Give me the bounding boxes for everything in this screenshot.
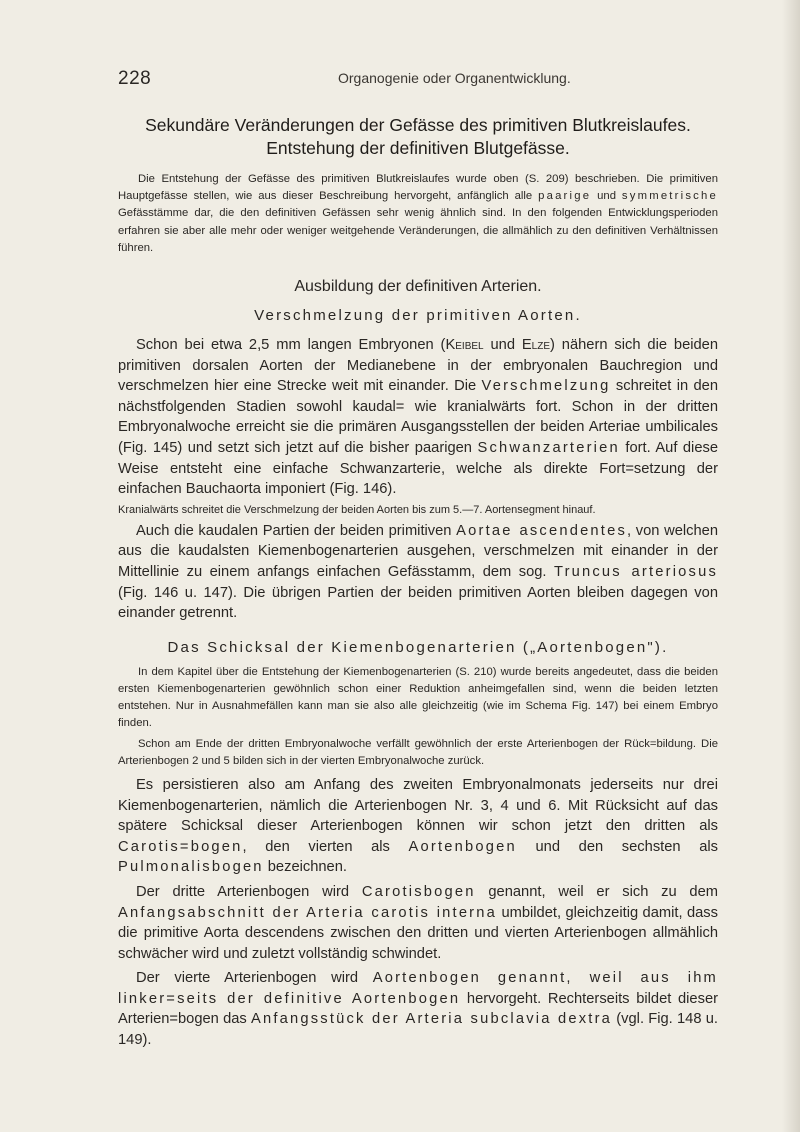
text-run: Der vierte Arterienbogen wird: [136, 970, 373, 987]
text-run: hervorgeht. Rechterseits bildet dieser Arterien=bogen das: [118, 990, 719, 1028]
text-run: , den vierten als: [242, 838, 409, 855]
emphasis: Aortae ascendentes: [456, 522, 627, 539]
chapter-title: [118, 114, 718, 160]
subsection-title: Verschmelzung der primitiven Aorten.: [254, 307, 582, 325]
author-name: Keibel: [445, 337, 484, 354]
emphasis: Anfangsabschnitt der Arteria carotis interna: [118, 904, 498, 921]
section-title: Ausbildung der definitiven Arterien.: [294, 278, 542, 296]
page-content: [118, 114, 718, 1051]
emphasis: Schwanzarterien: [477, 439, 620, 456]
paragraph: [118, 882, 718, 964]
text-run: und: [591, 190, 622, 203]
text-run: Die Entstehung der Gefässe des primitiven Blutkreislaufes wurde oben (S. 209) beschrieben. Die primitiven Hauptgefässe stellen, wie aus dieser Beschreibung hervorgeht, anfänglich alle: [118, 173, 718, 203]
emphasis: Aortenbogen genannt, weil aus ihm linker=seits der definitive Aortenbogen: [118, 970, 718, 1007]
text-run: bezeichnen.: [263, 859, 347, 876]
note: Kranialwärts schreitet die Verschmelzung der beiden Aorten bis zum 5.—7. Aortensegment hinauf.: [118, 503, 596, 516]
text-run: umbildet, gleichzeitig damit, dass die primitive Aorta descendens zwischen den dritten und vierten Arterienbogen allmählich schwächer wird und zuletzt vollständig schwindet.: [118, 904, 718, 962]
emphasis: Truncus arteriosus: [553, 563, 718, 580]
paragraph: [118, 521, 718, 624]
text-run: genannt, weil er sich zu dem: [475, 883, 718, 900]
text-run: und: [483, 337, 522, 354]
text-run: Auch die kaudalen Partien der beiden primitiven: [136, 522, 457, 539]
author-name: Elze: [521, 337, 551, 354]
text-run: (Fig. 146 u. 147). Die übrigen Partien der beiden primitiven Aorten bleiben dagegen von einander getrennt.: [118, 584, 718, 622]
emphasis: paarige: [538, 190, 592, 203]
text-run: ) nähern sich die beiden primitiven dorsalen Aorten der Medianebene in der embryonalen Bauchregion und verschmelzen hier eine Strecke weit mit einander. Die: [118, 337, 719, 395]
paragraph: [118, 335, 718, 500]
text-run: Der dritte Arterienbogen wird: [136, 883, 362, 900]
text-run: , von welchen aus die kaudalsten Kiemenbogenarterien ausgehen, verschmelzen mit einander in der Mittellinie zu einem anfangs einfachen Gefässtamm, dem sog.: [118, 522, 719, 580]
emphasis: Pulmonalisbogen: [118, 859, 264, 876]
emphasis: Aortenbogen: [408, 838, 517, 855]
chapter-title-line-1: Sekundäre Veränderungen der Gefässe des primitiven Blutkreislaufes.: [145, 115, 691, 135]
text-run: fort. Auf diese Weise entsteht eine einfache Schwanzarterie, welche als direkte Fort=setzung der einfachen Bauchaorta imponiert (Fig. 146).: [118, 439, 719, 498]
page-edge-shadow: [782, 0, 800, 1132]
emphasis: symmetrische: [621, 190, 718, 203]
intro-paragraph: [118, 171, 718, 257]
text-run: schreitet in den nächstfolgenden Stadien sowohl kaudal= wie kranialwärts fort. Schon in der dritten Embryonalwoche erreicht sie die primären Ausgangsstellen der beiden Arteriae umbilicales (Fig. 145) und setzt sich jetzt auf die bisher paarigen: [118, 378, 718, 456]
emphasis: Anfangsstück der Arteria subclavia dextra: [251, 1011, 613, 1028]
text-run: und den sechsten als: [516, 838, 718, 855]
emphasis: Carotis=bogen: [118, 838, 243, 855]
emphasis: Carotisbogen: [361, 883, 476, 900]
small-paragraph: In dem Kapitel über die Entstehung der Kiemenbogenarterien (S. 210) wurde bereits angedeutet, dass die beiden ersten Kiemenbogenarterien gewöhnlich schon einer Reduktion anheimgefallen sind, wenn die beiden letzten entstehen. Nur in Ausnahmefällen kann man sie also alle gleichzeitig (wie im Schema Fig. 147) bei einem Embryo finden.: [118, 665, 718, 730]
text-run: (vgl. Fig. 148 u. 149).: [118, 1011, 718, 1049]
chapter-title-line-2: Entstehung der definitiven Blutgefässe.: [266, 138, 570, 158]
running-title: Organogenie oder Organentwicklung.: [338, 70, 571, 86]
running-head: [118, 68, 698, 90]
text-run: Schon bei etwa 2,5 mm langen Embryonen (: [136, 337, 446, 354]
text-run: Es persistieren also am Anfang des zweiten Embryonalmonats jederseits nur drei Kiemenbogenarterien, nämlich die Arterienbogen Nr. 3, 4 und 6. Mit Rücksicht auf das spätere Schicksal dieser Arterienbogen können wir schon jetzt den dritten als: [118, 776, 718, 835]
paragraph: [118, 968, 718, 1050]
page-number: 228: [118, 68, 152, 89]
emphasis: Verschmelzung: [481, 378, 611, 395]
text-run: Gefässtämme dar, die den definitiven Gefässen sehr wenig ähnlich sind. In den folgenden Entwicklungsperioden erfahren sie aber alle mehr oder weniger weitgehende Veränderungen, die allmählich zu den definitiven Verhältnissen führen.: [118, 207, 718, 254]
paragraph: [118, 775, 718, 878]
small-paragraph: Schon am Ende der dritten Embryonalwoche verfällt gewöhnlich der erste Arterienbogen der Rück=bildung. Die Arterienbogen 2 und 5 bilden sich in der vierten Embryonalwoche zurück.: [118, 737, 718, 767]
subsection-title: Das Schicksal der Kiemenbogenarterien („Aortenbogen").: [167, 638, 669, 656]
